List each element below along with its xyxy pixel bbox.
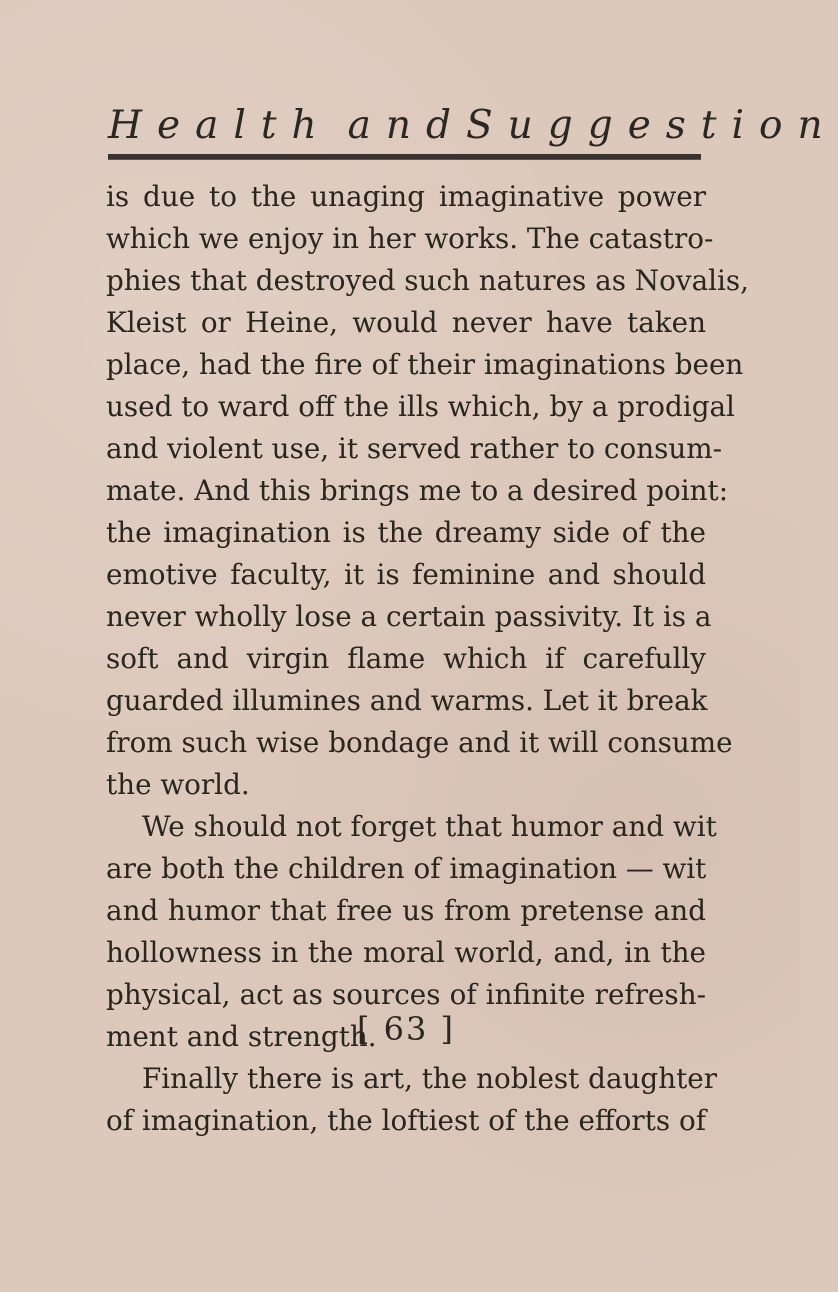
text-line: which we enjoy in her works. The catastro- bbox=[106, 222, 714, 255]
text-line: phies that destroyed such natures as Novalis, bbox=[106, 264, 750, 297]
text-line: physical, act as sources of infinite refresh- bbox=[106, 978, 706, 1011]
text-line: guarded illumines and warms. Let it break bbox=[106, 684, 708, 717]
text-line: of imagination, the loftiest of the efforts of bbox=[106, 1104, 706, 1137]
text-line: are both the children of imagination — wit bbox=[106, 852, 707, 885]
text-line: the world. bbox=[106, 768, 250, 801]
text-line: emotive faculty, it is feminine and should bbox=[106, 558, 706, 591]
body-text bbox=[106, 176, 750, 1142]
running-head-left: Health bbox=[108, 103, 332, 148]
running-head-right: Suggestion bbox=[465, 103, 838, 148]
text-line: used to ward off the ills which, by a prodigal bbox=[106, 390, 735, 423]
text-line: place, had the fire of their imaginations been bbox=[106, 348, 744, 381]
text-line: from such wise bondage and it will consume bbox=[106, 726, 733, 759]
running-head bbox=[108, 103, 838, 148]
page-number: [ 63 ] bbox=[356, 1010, 456, 1048]
text-line: and humor that free us from pretense and bbox=[106, 894, 706, 927]
text-line: Kleist or Heine, would never have taken bbox=[106, 306, 706, 339]
paragraph-1 bbox=[106, 176, 750, 806]
text-line: and violent use, it served rather to consum- bbox=[106, 432, 723, 465]
text-line: the imagination is the dreamy side of the bbox=[106, 516, 706, 549]
text-line: We should not forget that humor and wit bbox=[142, 810, 717, 843]
text-line: Finally there is art, the noblest daughter bbox=[142, 1062, 718, 1095]
paragraph-3 bbox=[106, 1058, 718, 1142]
text-line: ment and strength. bbox=[106, 1020, 377, 1053]
text-line: hollowness in the moral world, and, in the bbox=[106, 936, 706, 969]
running-head-middle: and bbox=[347, 103, 466, 148]
header-rule bbox=[108, 154, 701, 160]
text-line: soft and virgin flame which if carefully bbox=[106, 642, 706, 675]
text-line: mate. And this brings me to a desired point: bbox=[106, 474, 729, 507]
text-line: is due to the unaging imaginative power bbox=[106, 180, 706, 213]
text-line: never wholly lose a certain passivity. It is a bbox=[106, 600, 712, 633]
